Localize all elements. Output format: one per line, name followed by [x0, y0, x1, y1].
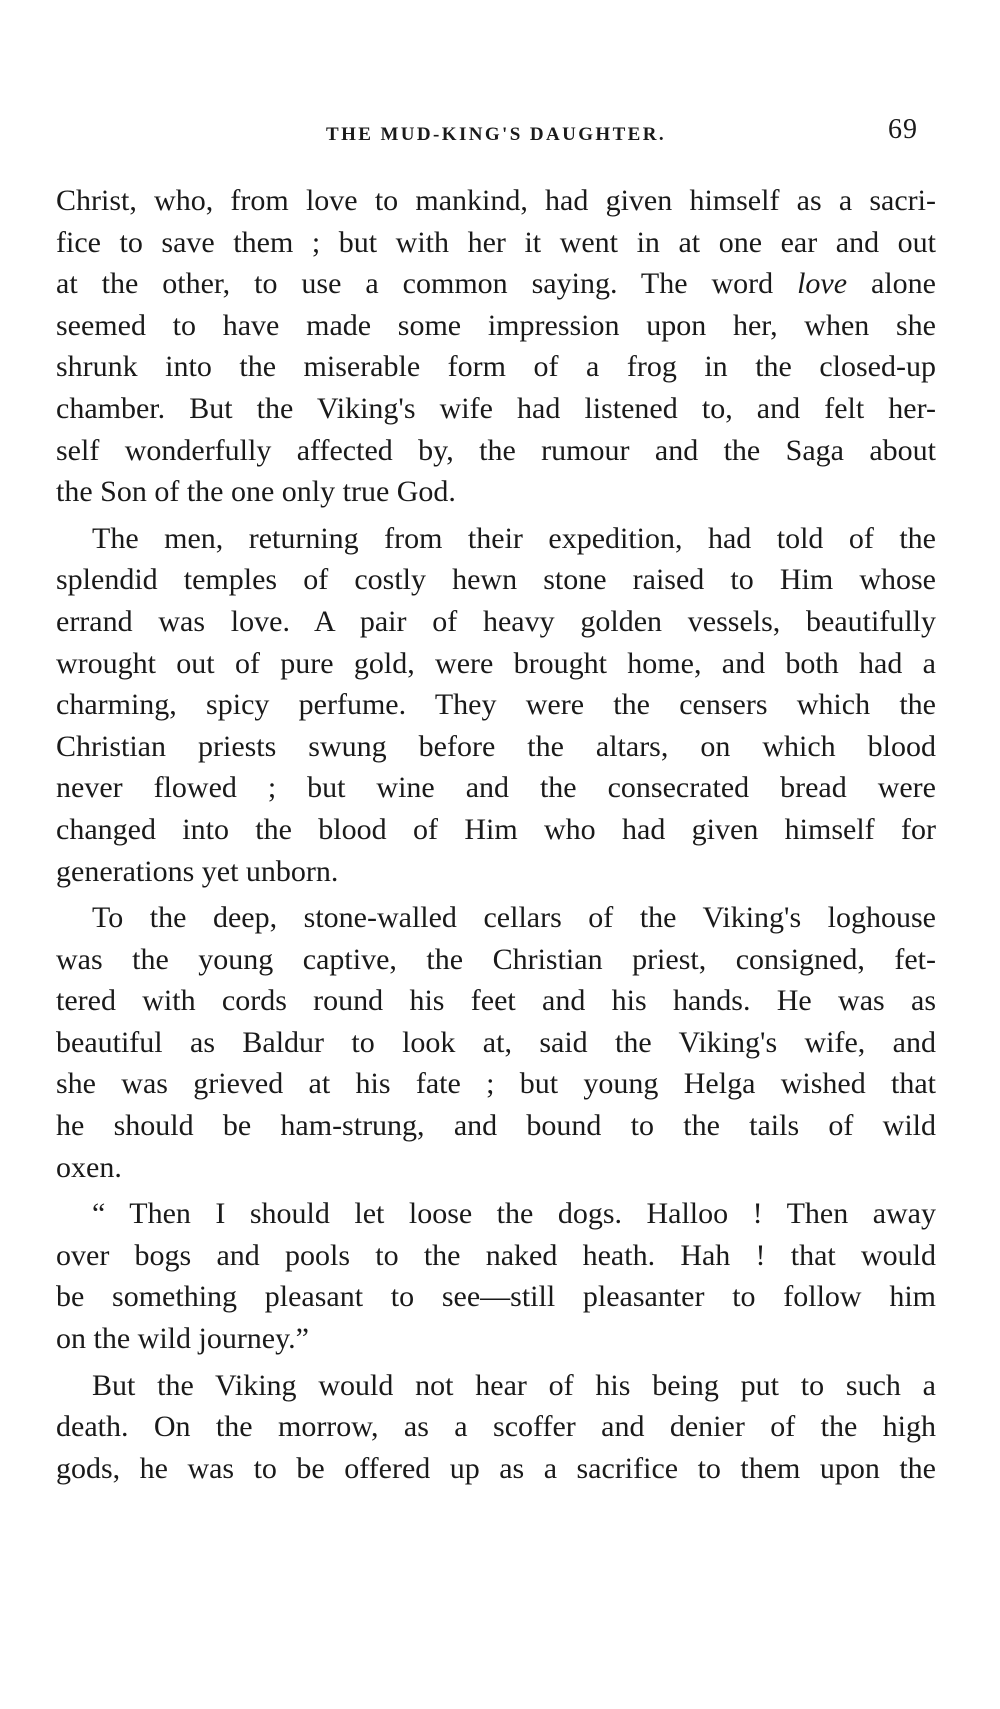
text-line: generations yet unborn. — [56, 854, 339, 888]
text-line: self wonderfully affected by, the rumour and the Saga about — [56, 433, 936, 467]
text-line: Christian priests swung before the altars, on which blood — [56, 729, 936, 763]
running-head — [56, 112, 936, 162]
text-line: tered with cords round his feet and his hands. He was as — [56, 984, 936, 1018]
text-line: beautiful as Baldur to look at, said the Viking's wife, and — [56, 1025, 936, 1059]
text-line: he should be ham-strung, and bound to the tails of wild — [56, 1109, 936, 1143]
paragraph — [56, 1365, 936, 1490]
body-text — [56, 180, 936, 1489]
text-line: the Son of the one only true God. — [56, 475, 456, 509]
text-line: over bogs and pools to the naked heath. Hah ! that would — [56, 1238, 936, 1272]
text-line: at the other, to use a common saying. The word love alone — [56, 267, 936, 301]
text-line: Christ, who, from love to mankind, had given himself as a sacri- — [56, 184, 936, 217]
text-line: chamber. But the Viking's wife had listened to, and felt her- — [56, 391, 936, 425]
text-line: seemed to have made some impression upon her, when she — [56, 308, 936, 342]
text-line: changed into the blood of Him who had given himself for — [56, 812, 936, 846]
running-title: THE MUD-KING'S DAUGHTER. — [326, 124, 666, 145]
text-line: never flowed ; but wine and the consecrated bread were — [56, 771, 936, 805]
text-line: she was grieved at his fate ; but young Helga wished that — [56, 1067, 936, 1101]
paragraph — [56, 518, 936, 892]
text-line: errand was love. A pair of heavy golden vessels, beautifully — [56, 604, 936, 638]
paragraph — [56, 1193, 936, 1359]
text-line: gods, he was to be offered up as a sacrifice to them upon the — [56, 1451, 936, 1485]
text-line: But the Viking would not hear of his being put to such a — [92, 1368, 936, 1402]
text-line: splendid temples of costly hewn stone raised to Him whose — [56, 563, 936, 597]
text-line: shrunk into the miserable form of a frog in the closed-up — [56, 350, 936, 384]
text-line: be something pleasant to see—still pleasanter to follow him — [56, 1280, 936, 1314]
text-line: death. On the morrow, as a scoffer and denier of the high — [56, 1410, 936, 1444]
page-number: 69 — [888, 114, 918, 145]
text-line: fice to save them ; but with her it went in at one ear and out — [56, 225, 936, 259]
text-line: was the young captive, the Christian priest, consigned, fet- — [56, 942, 936, 976]
text-line: The men, returning from their expedition, had told of the — [92, 521, 936, 555]
text-line: charming, spicy perfume. They were the censers which the — [56, 688, 936, 722]
text-line: wrought out of pure gold, were brought home, and both had a — [56, 646, 936, 680]
text-line: oxen. — [56, 1150, 122, 1184]
text-line: “ Then I should let loose the dogs. Halloo ! Then away — [92, 1197, 936, 1231]
paragraph — [56, 180, 936, 513]
text-line: on the wild journey.” — [56, 1322, 309, 1356]
text-line: To the deep, stone-walled cellars of the Viking's loghouse — [92, 901, 936, 935]
paragraph — [56, 897, 936, 1188]
